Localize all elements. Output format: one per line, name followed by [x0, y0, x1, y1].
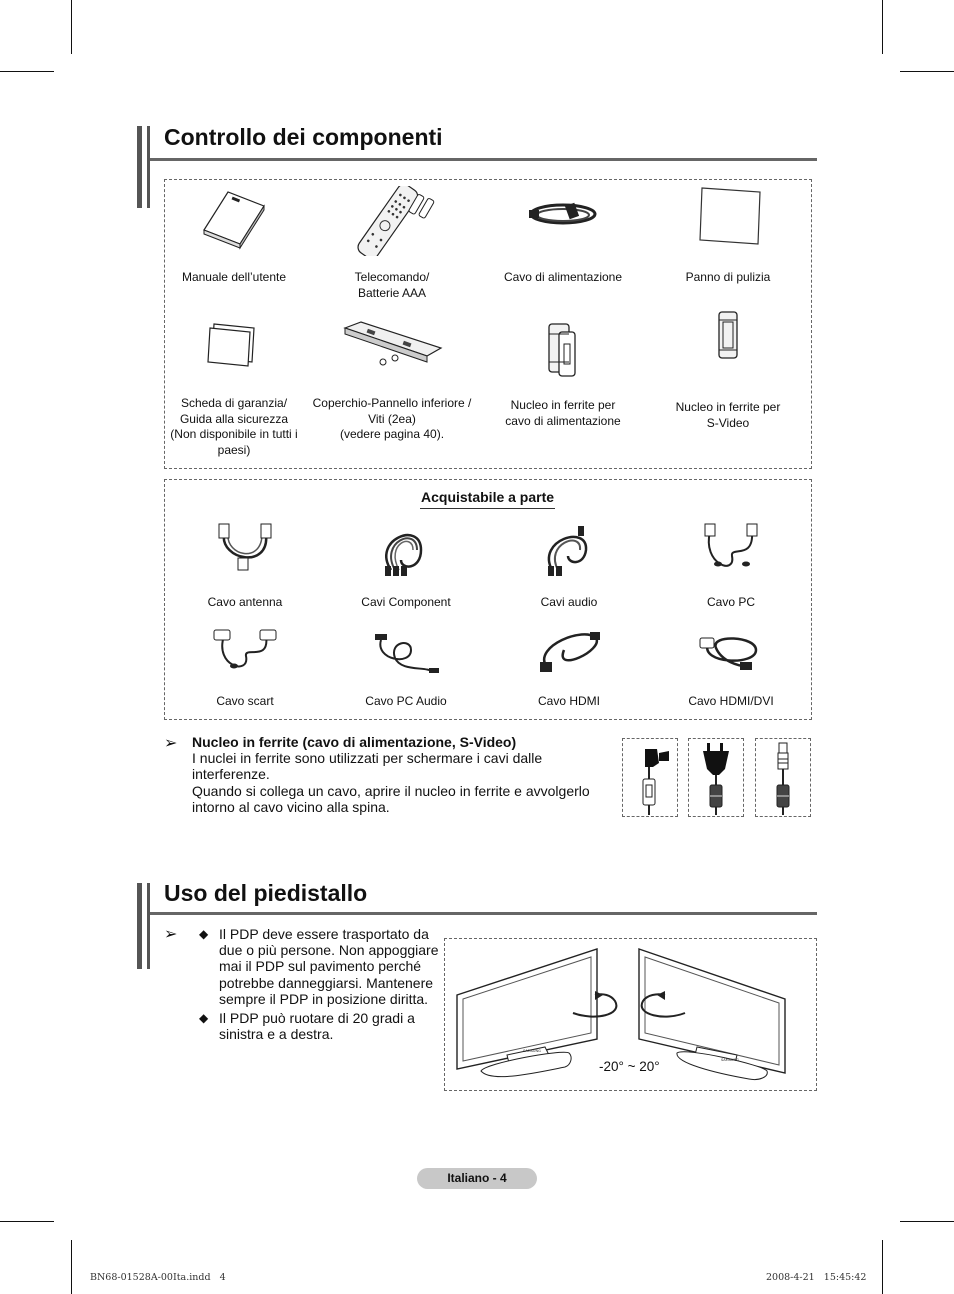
- note-arrow-icon: ➢: [164, 926, 178, 943]
- rotation-angle-label: -20° ~ 20°: [599, 1059, 660, 1074]
- optional-item-audio: [486, 520, 652, 611]
- section-title-components: Controllo dei componenti: [164, 124, 443, 150]
- included-item-warranty: [151, 318, 317, 458]
- optional-item-component: [323, 520, 489, 611]
- item-label: Nucleo in ferrite per cavo di alimentazione: [505, 398, 621, 428]
- item-label: Cavo HDMI: [537, 694, 600, 708]
- crop-mark: [900, 1221, 954, 1222]
- optional-item-antenna: [162, 520, 328, 611]
- bullet-diamond-icon: ◆: [199, 1011, 209, 1025]
- item-label: Cavi audio: [540, 595, 598, 609]
- ferrite-note-title: Nucleo in ferrite (cavo di alimentazione, S-Video): [192, 734, 517, 750]
- section-title-stand: Uso del piedistallo: [164, 880, 368, 906]
- included-item-ferrite-power: [480, 318, 646, 429]
- bottom-cover-icon: [337, 318, 447, 373]
- ferrite-illustration-box: [622, 738, 678, 817]
- optional-heading: Acquistabile a parte: [421, 489, 555, 505]
- optional-heading-rule: [420, 508, 555, 509]
- section-marker: [137, 126, 142, 208]
- manual-icon: [194, 186, 274, 250]
- section-rule: [150, 912, 817, 915]
- section-marker: [147, 126, 150, 208]
- crop-mark: [882, 0, 883, 54]
- note-arrow-icon: ➢: [164, 735, 178, 752]
- optional-item-scart: [162, 626, 328, 710]
- included-item-remote: [309, 186, 475, 301]
- ferrite-core-large-icon: [533, 318, 593, 380]
- included-item-ferrite-svideo: [645, 308, 811, 431]
- hdmi-cable-icon: [534, 626, 604, 678]
- crop-mark: [900, 71, 954, 72]
- item-label: Cavo PC: [706, 595, 756, 609]
- component-cable-icon: [371, 520, 441, 580]
- crop-mark: [0, 1221, 54, 1222]
- ferrite-on-power-plug-icon: [689, 739, 743, 816]
- cleaning-cloth-icon: [688, 186, 768, 250]
- bullet-diamond-icon: ◆: [199, 927, 209, 941]
- pc-cable-icon: [696, 520, 766, 580]
- crop-mark: [71, 0, 72, 54]
- power-cord-icon: [523, 186, 603, 250]
- crop-mark: [0, 71, 54, 72]
- ferrite-on-svideo-icon: [756, 739, 810, 816]
- brand-label: SAMSUNG: [721, 1058, 739, 1062]
- item-label: Panno di pulizia: [685, 270, 771, 284]
- item-label: Coperchio-Pannello inferiore / Viti (2ea) (vedere pagina 40).: [312, 396, 472, 441]
- item-label: Cavo scart: [216, 694, 274, 708]
- item-label: Nucleo in ferrite per S-Video: [675, 400, 781, 430]
- antenna-cable-icon: [210, 520, 280, 580]
- section-rule: [150, 158, 817, 161]
- audio-cable-icon: [534, 520, 604, 580]
- tv-rotation-illustration: [445, 939, 816, 1090]
- ferrite-note: [192, 734, 602, 815]
- file-slug: BN68-01528A-00Ita.indd 4: [90, 1272, 226, 1283]
- crop-mark: [71, 1240, 72, 1294]
- ferrite-note-line: intorno al cavo vicino alla spina.: [192, 798, 390, 815]
- item-label: Cavo HDMI/DVI: [688, 694, 774, 708]
- page-number-badge: Italiano - 4: [417, 1168, 537, 1189]
- optional-item-pc: [648, 520, 814, 611]
- included-item-power-cord: [480, 186, 646, 286]
- optional-item-pc-audio: [323, 626, 489, 710]
- stand-bullet: Il PDP può ruotare di 20 gradi a sinistra e a destra.: [219, 1010, 415, 1043]
- timestamp-slug: 2008-4-21 15:45:42: [766, 1272, 867, 1283]
- item-label: Manuale dell’utente: [181, 270, 287, 284]
- pc-audio-cable-icon: [371, 626, 441, 678]
- ferrite-note-line: I nuclei in ferrite sono utilizzati per schermare i cavi dalle: [192, 750, 543, 767]
- included-item-manual: [151, 186, 317, 286]
- remote-control-icon: [347, 186, 437, 256]
- ferrite-note-line: interferenze.: [192, 766, 270, 783]
- crop-mark: [882, 1240, 883, 1294]
- scart-cable-icon: [210, 626, 280, 678]
- ferrite-illustration-box: [688, 738, 744, 817]
- item-label: Cavi Component: [361, 595, 451, 609]
- stand-bullet: Il PDP deve essere trasportato da due o più persone. Non appoggiare mai il PDP sul pavimento perché potrebbe danneggiarsi. Mantenere sempre il PDP in posizione diritta.: [219, 926, 439, 1007]
- ferrite-illustration-box: [755, 738, 811, 817]
- included-item-cloth: [645, 186, 811, 286]
- ferrite-note-line: Quando si collega un cavo, aprire il nucleo in ferrite e avvolgerlo: [192, 782, 590, 799]
- optional-item-hdmi-dvi: [648, 626, 814, 710]
- hdmi-dvi-cable-icon: [696, 626, 766, 678]
- optional-item-hdmi: [486, 626, 652, 710]
- stand-illustration-box: [444, 938, 817, 1091]
- brand-label: SAMSUNG: [523, 1049, 541, 1053]
- ferrite-core-small-icon: [703, 308, 753, 364]
- item-label: Cavo PC Audio: [365, 694, 447, 708]
- section-marker: [147, 883, 150, 969]
- warranty-card-icon: [194, 318, 274, 368]
- item-label: Telecomando/ Batterie AAA: [354, 270, 430, 300]
- item-label: Scheda di garanzia/ Guida alla sicurezza (Non disponibile in tutti i paesi): [170, 396, 298, 457]
- section-marker: [137, 883, 142, 969]
- included-item-bottom-cover: [309, 318, 475, 443]
- item-label: Cavo antenna: [207, 595, 283, 609]
- item-label: Cavo di alimentazione: [503, 270, 623, 284]
- ferrite-on-plug-icon: [623, 739, 677, 816]
